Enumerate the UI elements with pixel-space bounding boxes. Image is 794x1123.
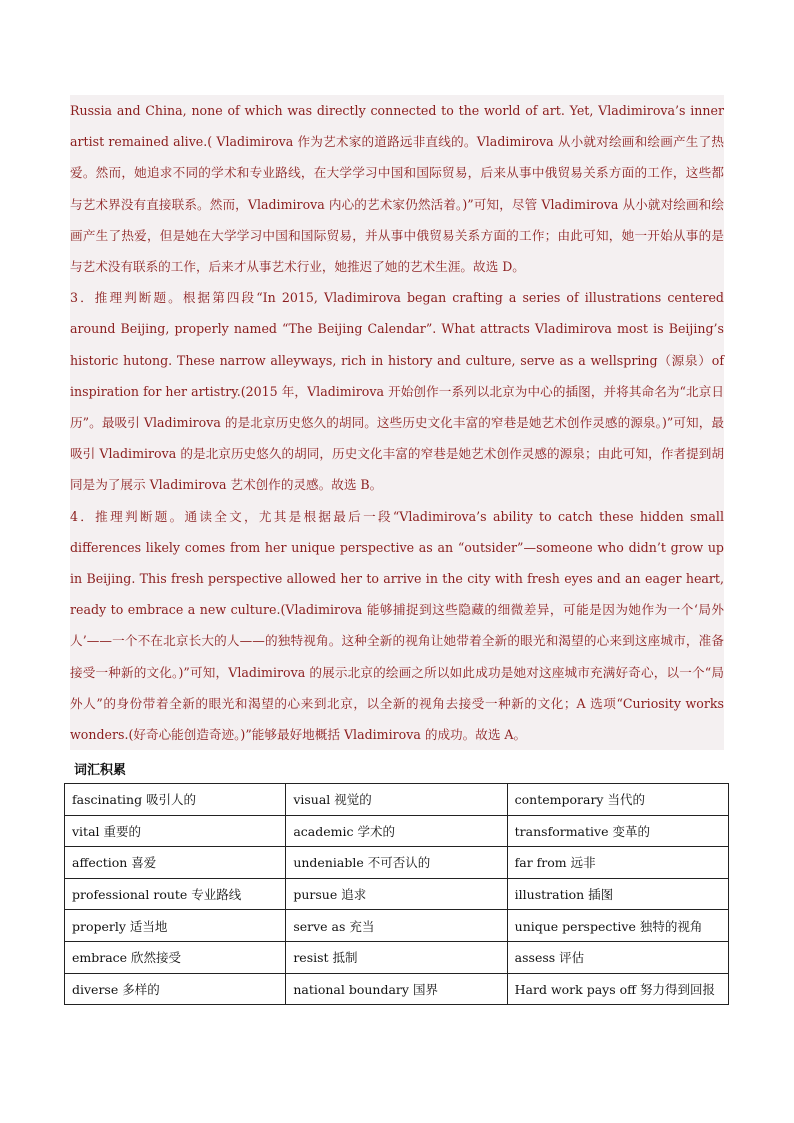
- explanation-paragraph-q3: 3．推理判断题。根据第四段“In 2015, Vladimirova began crafting a series of illustrations centered around Beijing, properly named “The Beijing Calendar”. What attracts Vladimirova most is Beijing’s historic hutong. These narrow alleyways, rich in history and culture, serve as a wellspring（源泉）of inspiration for her artistry.(2015 年，Vladimirova 开始创作一系列以北京为中心的插图，并将其命名为“北京日历”。最吸引 Vladimirova 的是北京历史悠久的胡同。这些历史文化丰富的窄巷是她艺术创作灵感的源泉。)”可知，最吸引 Vladimirova 的是北京历史悠久的胡同，历史文化丰富的窄巷是她艺术创作灵感的源泉；由此可知，作者提到胡同是为了展示 Vladimirova 艺术创作的灵感。故选 B。: [70, 290, 724, 493]
- answer-explanation: [70, 95, 724, 750]
- vocab-cell: embrace 欣然接受: [65, 941, 286, 973]
- explanation-paragraph-q2: Russia and China, none of which was directly connected to the world of art. Yet, Vladimirova’s inner artist remained alive.( Vladimirova 作为艺术家的道路远非直线的。Vladimirova 从小就对绘画和绘画产生了热爱。然而，她追求不同的学术和专业路线，在大学学习中国和国际贸易，后来从事中俄贸易关系方面的工作，这些都与艺术界没有直接联系。然而，Vladimirova 内心的艺术家仍然活着。)”可知，尽管 Vladimirova 从小就对绘画和绘画产生了热爱，但是她在大学学习中国和国际贸易，并从事中俄贸易关系方面的工作；由此可知，她一开始从事的是与艺术没有联系的工作，后来才从事艺术行业，她推迟了她的艺术生涯。故选 D。: [70, 103, 724, 275]
- vocab-cell: contemporary 当代的: [507, 784, 728, 816]
- vocab-cell: resist 抵制: [286, 941, 507, 973]
- table-row: [65, 847, 729, 879]
- table-row: [65, 941, 729, 973]
- table-row: [65, 973, 729, 1005]
- table-row: [65, 910, 729, 942]
- vocab-cell: pursue 追求: [286, 878, 507, 910]
- vocab-cell: transformative 变革的: [507, 815, 728, 847]
- vocab-cell: unique perspective 独特的视角: [507, 910, 728, 942]
- table-row: [65, 815, 729, 847]
- vocab-cell: visual 视觉的: [286, 784, 507, 816]
- vocab-cell: academic 学术的: [286, 815, 507, 847]
- vocab-cell: assess 评估: [507, 941, 728, 973]
- vocab-cell: undeniable 不可否认的: [286, 847, 507, 879]
- explanation-paragraph-q4: 4．推理判断题。通读全文，尤其是根据最后一段“Vladimirova’s ability to catch these hidden small differences likely comes from her unique perspective as an “outsider”—someone who didn’t grow up in Beijing. This fresh perspective allowed her to arrive in the city with fresh eyes and an eager heart, ready to embrace a new culture.(Vladimirova 能够捕捉到这些隐藏的细微差异，可能是因为她作为一个‘局外人’——一个不在北京长大的人——的独特视角。这种全新的视角让她带着全新的眼光和渴望的心来到这座城市，准备接受一种新的文化。)”可知，Vladimirova 的展示北京的绘画之所以如此成功是她对这座城市充满好奇心，以一个“局外人”的身份带着全新的眼光和渴望的心来到北京，以全新的视角去接受一种新的文化；A 选项“Curiosity works wonders.(好奇心能创造奇迹。)”能够最好地概括 Vladimirova 的成功。故选 A。: [70, 508, 724, 743]
- vocab-cell: far from 远非: [507, 847, 728, 879]
- vocab-cell: affection 喜爱: [65, 847, 286, 879]
- vocab-cell: illustration 插图: [507, 878, 728, 910]
- vocab-cell: national boundary 国界: [286, 973, 507, 1005]
- vocab-heading: 词汇积累: [74, 763, 127, 778]
- vocab-cell: serve as 充当: [286, 910, 507, 942]
- vocab-cell: vital 重要的: [65, 815, 286, 847]
- vocab-cell: diverse 多样的: [65, 973, 286, 1005]
- vocab-table: [64, 783, 729, 1005]
- table-row: [65, 878, 729, 910]
- vocab-cell: professional route 专业路线: [65, 878, 286, 910]
- vocab-cell: fascinating 吸引人的: [65, 784, 286, 816]
- table-row: [65, 784, 729, 816]
- vocab-cell: properly 适当地: [65, 910, 286, 942]
- vocab-cell: Hard work pays off 努力得到回报: [507, 973, 728, 1005]
